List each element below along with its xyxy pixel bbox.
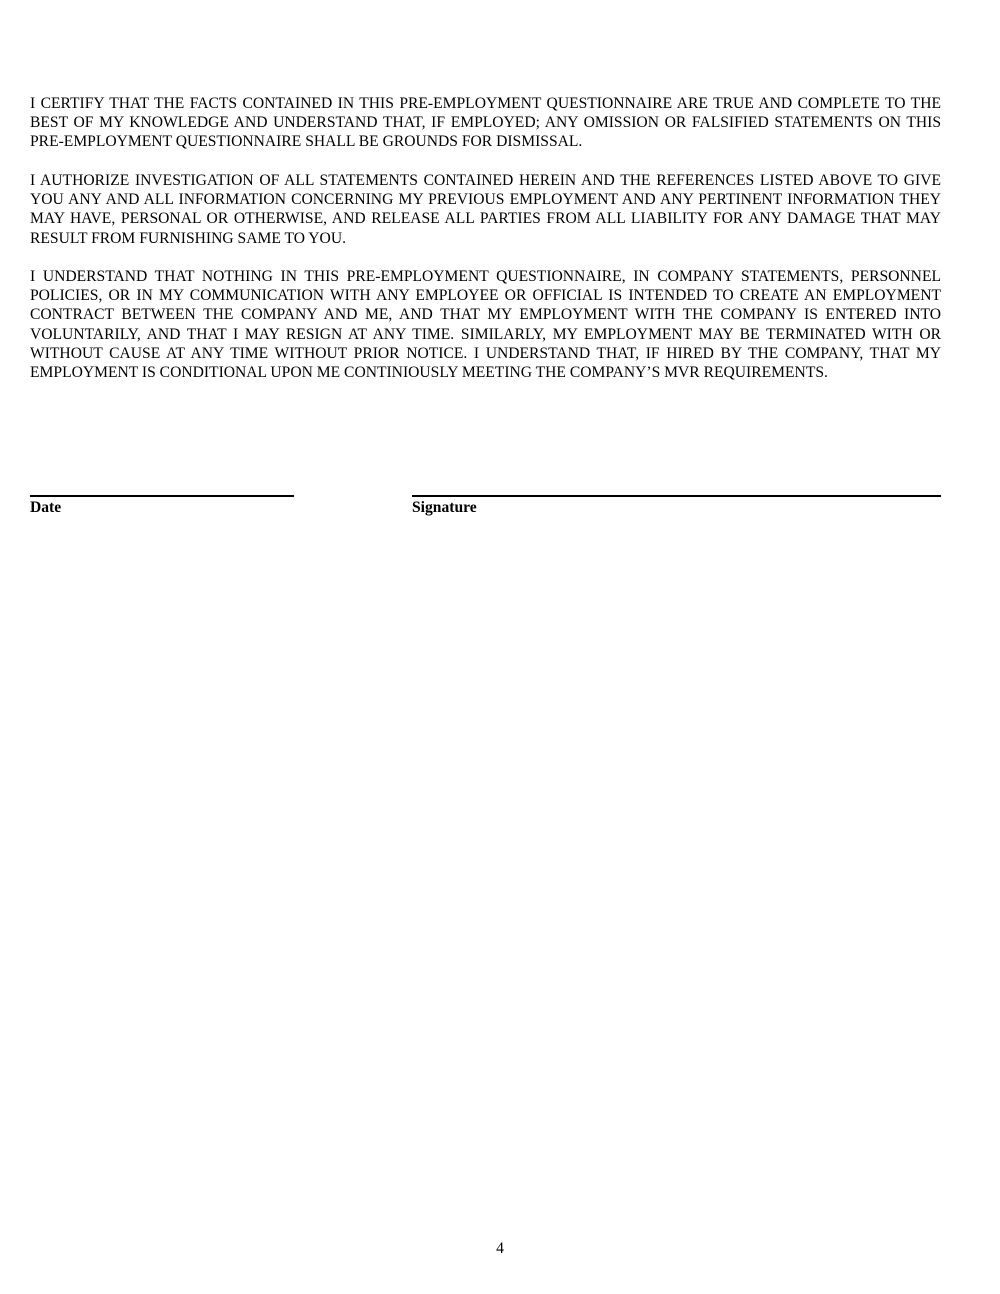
signature-line[interactable] — [412, 495, 941, 497]
signature-label: Signature — [412, 499, 477, 516]
date-line[interactable] — [30, 495, 294, 497]
authorization-paragraph: I AUTHORIZE INVESTIGATION OF ALL STATEMENTS CONTAINED HEREIN AND THE REFERENCES LISTED ABOVE TO GIVE YOU ANY AND ALL INFORMATION CONCERNING MY PREVIOUS EMPLOYMENT AND ANY PERTINENT INFORMATION THEY MAY HAVE, PERSONAL OR OTHERWISE, AND RELEASE ALL PARTIES FROM ALL LIABILITY FOR ANY DAMAGE THAT MAY RESULT FROM FURNISHING SAME TO YOU. — [30, 172, 941, 247]
certification-paragraph: I CERTIFY THAT THE FACTS CONTAINED IN THIS PRE-EMPLOYMENT QUESTIONNAIRE ARE TRUE AND COMPLETE TO THE BEST OF MY KNOWLEDGE AND UNDERSTAND THAT, IF EMPLOYED; ANY OMISSION OR FALSIFIED STATEMENTS ON THIS PRE-EMPLOYMENT QUESTIONNAIRE SHALL BE GROUNDS FOR DISMISSAL. — [30, 95, 941, 151]
employment-understanding-paragraph: I UNDERSTAND THAT NOTHING IN THIS PRE-EMPLOYMENT QUESTIONNAIRE, IN COMPANY STATEMENTS, PERSONNEL POLICIES, OR IN MY COMMUNICATION WITH ANY EMPLOYEE OR OFFICIAL IS INTENDED TO CREATE AN EMPLOYMENT CONTRACT BETWEEN THE COMPANY AND ME, AND THAT MY EMPLOYMENT WITH THE COMPANY IS ENTERED INTO VOLUNTARILY, AND THAT I MAY RESIGN AT ANY TIME. SIMILARLY, MY EMPLOYMENT MAY BE TERMINATED WITH OR WITHOUT CAUSE AT ANY TIME WITHOUT PRIOR NOTICE. I UNDERSTAND THAT, IF HIRED BY THE COMPANY, THAT MY EMPLOYMENT IS CONDITIONAL UPON ME CONTINIOUSLY MEETING THE COMPANY’S MVR REQUIREMENTS. — [30, 268, 941, 382]
page-number: 4 — [496, 1240, 504, 1257]
date-label: Date — [30, 499, 62, 516]
